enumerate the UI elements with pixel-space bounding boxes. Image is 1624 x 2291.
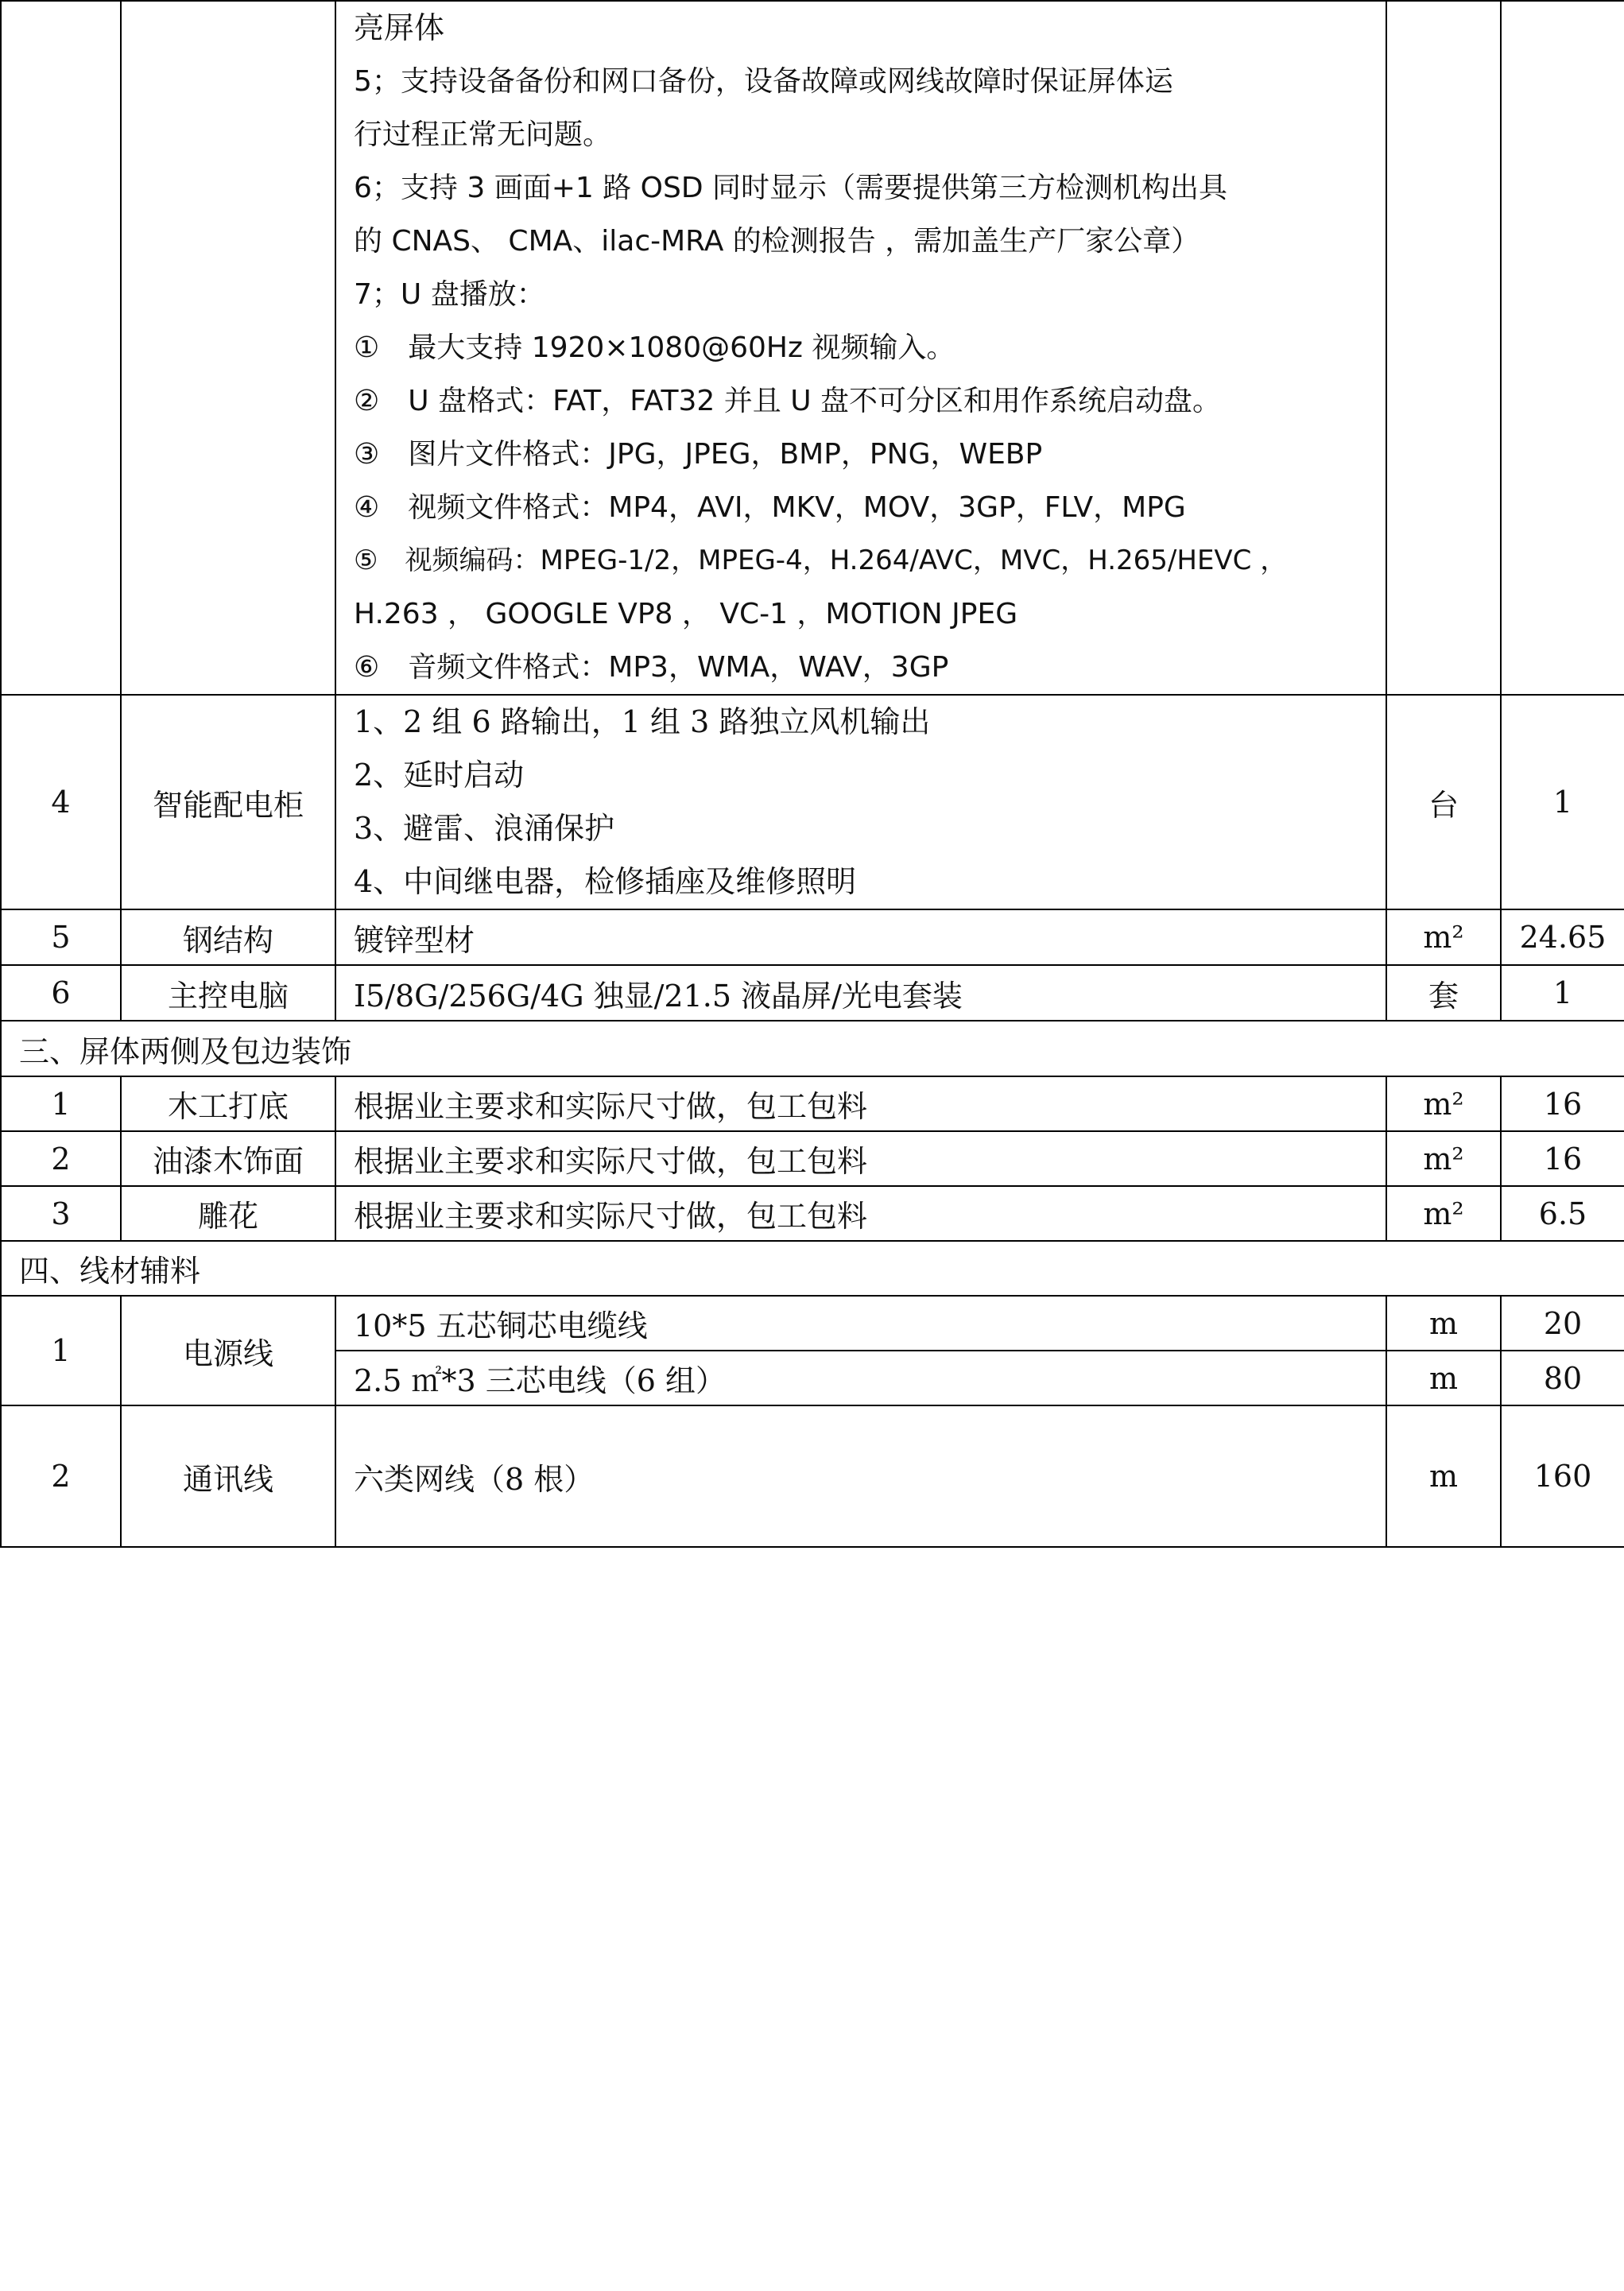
name-cell: 主控电脑 xyxy=(121,965,335,1021)
spec-line: 亮屏体 xyxy=(354,10,445,45)
table-row xyxy=(1,1405,1624,1547)
desc-cell: 根据业主要求和实际尺寸做，包工包料 xyxy=(335,1131,1386,1186)
table-row xyxy=(1,1186,1624,1241)
no-cell: 6 xyxy=(1,965,121,1021)
spec-line: 行过程正常无问题。 xyxy=(354,118,612,151)
name-cell: 油漆木饰面 xyxy=(121,1131,335,1186)
unit-cell: m xyxy=(1386,1405,1501,1547)
section-header-row xyxy=(1,1021,1624,1076)
table-row xyxy=(1,1076,1624,1131)
desc-cell: 10*5 五芯铜芯电缆线 xyxy=(335,1296,1386,1351)
table-row xyxy=(1,1296,1624,1351)
desc-cell: 根据业主要求和实际尺寸做，包工包料 xyxy=(335,1076,1386,1131)
desc-cell xyxy=(335,1,1386,695)
qty-cell: 6.5 xyxy=(1501,1186,1624,1241)
name-cell: 电源线 xyxy=(121,1296,335,1405)
no-cell xyxy=(1,1,121,695)
table-row xyxy=(1,965,1624,1021)
table-row xyxy=(1,1131,1624,1186)
spec-line: 5；支持设备备份和网口备份，设备故障或网线故障时保证屏体运 xyxy=(354,65,1173,98)
section-header-row xyxy=(1,1241,1624,1296)
unit-cell: m xyxy=(1386,1351,1501,1405)
name-cell xyxy=(121,1,335,695)
spec-line: 3、避雷、浪涌保护 xyxy=(354,811,615,846)
spec-line: ⑤ 视频编码：MPEG-1/2，MPEG-4，H.264/AVC，MVC，H.265/HEVC ， xyxy=(354,545,1288,576)
spec-line: ① 最大支持 1920×1080@60Hz 视频输入。 xyxy=(354,331,955,364)
desc-cell: I5/8G/256G/4G 独显/21.5 液晶屏/光电套装 xyxy=(335,965,1386,1021)
desc-cell: 六类网线（8 根） xyxy=(335,1405,1386,1547)
desc-cell: 2.5 ㎡*3 三芯电线（6 组） xyxy=(335,1351,1386,1405)
section-title: 四、线材辅料 xyxy=(1,1241,1624,1296)
qty-cell: 1 xyxy=(1501,965,1624,1021)
qty-cell: 24.65 xyxy=(1501,909,1624,965)
spec-line: 4、中间继电器，检修插座及维修照明 xyxy=(354,864,857,899)
unit-cell xyxy=(1386,1,1501,695)
spec-line: 7；U 盘播放： xyxy=(354,278,545,311)
qty-cell: 16 xyxy=(1501,1076,1624,1131)
no-cell: 2 xyxy=(1,1131,121,1186)
unit-cell: m² xyxy=(1386,909,1501,965)
spec-line: H.263 ， GOOGLE VP8 ， VC-1 ，MOTION JPEG xyxy=(354,598,1018,630)
unit-cell: m xyxy=(1386,1296,1501,1351)
name-cell: 木工打底 xyxy=(121,1076,335,1131)
qty-cell: 16 xyxy=(1501,1131,1624,1186)
no-cell: 2 xyxy=(1,1405,121,1547)
desc-cell xyxy=(335,695,1386,909)
no-cell: 4 xyxy=(1,695,121,909)
name-cell: 智能配电柜 xyxy=(121,695,335,909)
unit-cell: m² xyxy=(1386,1131,1501,1186)
no-cell: 3 xyxy=(1,1186,121,1241)
spec-line: ④ 视频文件格式：MP4，AVI，MKV，MOV，3GP，FLV，MPG xyxy=(354,491,1186,524)
desc-cell: 根据业主要求和实际尺寸做，包工包料 xyxy=(335,1186,1386,1241)
no-cell: 1 xyxy=(1,1296,121,1405)
spec-line: 6；支持 3 画面+1 路 OSD 同时显示（需要提供第三方检测机构出具 xyxy=(354,172,1228,204)
unit-cell: m² xyxy=(1386,1186,1501,1241)
unit-cell: 台 xyxy=(1386,695,1501,909)
unit-cell: m² xyxy=(1386,1076,1501,1131)
spec-line: ③ 图片文件格式：JPG，JPEG，BMP，PNG，WEBP xyxy=(354,438,1043,471)
spec-line: 1、2 组 6 路输出，1 组 3 路独立风机输出 xyxy=(354,704,931,739)
section-title: 三、屏体两侧及包边装饰 xyxy=(1,1021,1624,1076)
no-cell: 1 xyxy=(1,1076,121,1131)
name-cell: 雕花 xyxy=(121,1186,335,1241)
qty-cell: 160 xyxy=(1501,1405,1624,1547)
spec-line: ② U 盘格式：FAT，FAT32 并且 U 盘不可分区和用作系统启动盘。 xyxy=(354,385,1222,417)
qty-cell: 80 xyxy=(1501,1351,1624,1405)
qty-cell: 20 xyxy=(1501,1296,1624,1351)
no-cell: 5 xyxy=(1,909,121,965)
spec-line: ⑥ 音频文件格式：MP3，WMA，WAV，3GP xyxy=(354,651,949,684)
spec-line: 2、延时启动 xyxy=(354,758,525,793)
table-row xyxy=(1,1,1624,695)
qty-cell: 1 xyxy=(1501,695,1624,909)
name-cell: 通讯线 xyxy=(121,1405,335,1547)
table-row xyxy=(1,695,1624,909)
name-cell: 钢结构 xyxy=(121,909,335,965)
desc-cell: 镀锌型材 xyxy=(335,909,1386,965)
qty-cell xyxy=(1501,1,1624,695)
spec-line: 的 CNAS、 CMA、ilac-MRA 的检测报告 ，需加盖生产厂家公章） xyxy=(354,225,1200,258)
unit-cell: 套 xyxy=(1386,965,1501,1021)
table-row xyxy=(1,909,1624,965)
